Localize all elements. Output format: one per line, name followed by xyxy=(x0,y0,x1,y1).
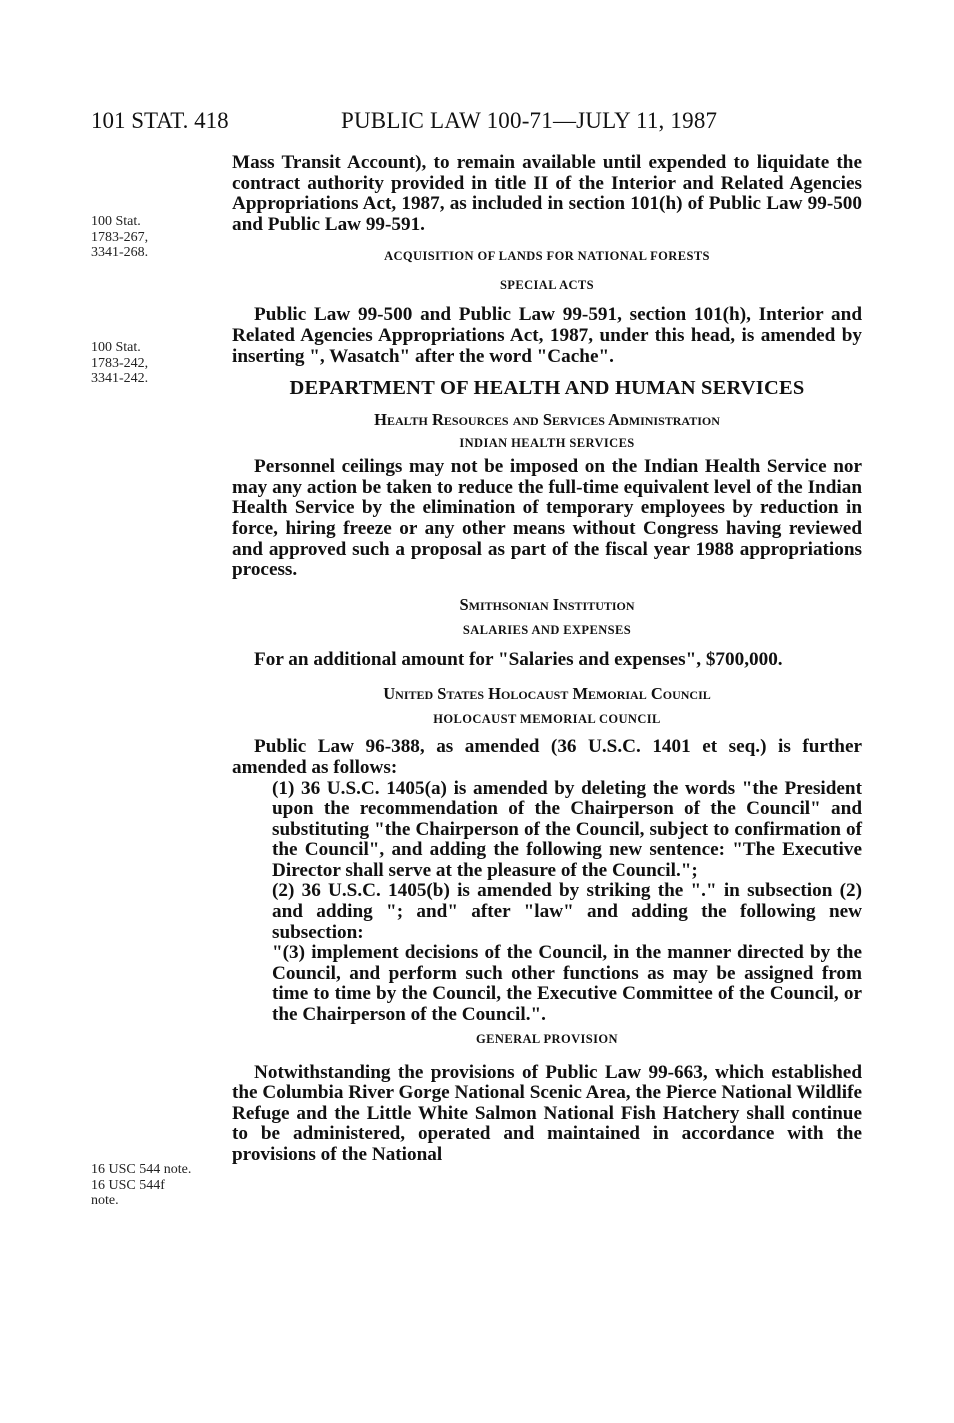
amendment-item-3: "(3) implement decisions of the Council, in the manner directed by the Council, and perform such other functions as may be assigned from time to time by the Council, the Executive Committee of the Council, or the Chairperson of the Council.". xyxy=(272,942,862,1026)
department-heading: DEPARTMENT OF HEALTH AND HUMAN SERVICES xyxy=(289,377,805,400)
ushmc-heading: United States Holocaust Memorial Council xyxy=(383,684,711,704)
page-body xyxy=(232,153,862,1166)
margin-note-line: note. xyxy=(91,1193,119,1208)
hmc-paragraph: Public Law 96-388, as amended (36 U.S.C. 1401 et seq.) is further amended as follows: xyxy=(232,736,862,778)
ihs-heading: INDIAN HEALTH SERVICES xyxy=(459,436,635,451)
margin-note-3 xyxy=(91,1162,191,1209)
page-header xyxy=(91,108,881,142)
hrsa-heading: Health Resources and Services Administration xyxy=(374,410,720,430)
page-number: 101 STAT. 418 xyxy=(91,108,229,133)
margin-note-line: 100 Stat. xyxy=(91,340,141,355)
margin-note-1 xyxy=(91,214,148,261)
margin-note-2 xyxy=(91,340,148,387)
hmc-heading: HOLOCAUST MEMORIAL COUNCIL xyxy=(433,712,661,727)
running-title: PUBLIC LAW 100-71—JULY 11, 1987 xyxy=(341,108,718,133)
special-acts-heading: SPECIAL ACTS xyxy=(499,278,595,293)
margin-note-line: 1783-242, xyxy=(91,355,149,371)
amendment-item-1: (1) 36 U.S.C. 1405(a) is amended by deleting the words "the President upon the recommendation of the Chairperson of the Council" and substituting "the Chairperson of the Council, subject to confirmation of the Council", and adding the following new sentence: "The Executive Director shall serve at the pleasure of the Council."; xyxy=(272,777,862,881)
general-provision-paragraph: Notwithstanding the provisions of Public Law 99-663, which established the Columbia River Gorge National Scenic Area, the Pierce National Wildlife Refuge and the Little White Salmon National Fish Hatchery shall continue to be administered, operated and maintained in accordance with the provisions of the National xyxy=(232,1061,862,1165)
amendment-item-2: (2) 36 U.S.C. 1405(b) is amended by striking the "." in subsection (2) and adding "; and" after "law" and adding the following new subsection: xyxy=(272,880,862,943)
salaries-heading: SALARIES AND EXPENSES xyxy=(462,622,632,637)
margin-note-line: 16 USC 544f xyxy=(91,1177,165,1193)
ihs-paragraph: Personnel ceilings may not be imposed on the Indian Health Service nor may any action be taken to reduce the full-time equivalent level of the Indian Health Service by the elimination of temporary employees by reduction in force, hiring freeze or any other means without Congress having reviewed and approved such a proposal as part of the fiscal year 1988 appropriations process. xyxy=(232,456,862,581)
smithsonian-heading: Smithsonian Institution xyxy=(459,594,635,614)
margin-note-line: 1783-267, xyxy=(91,229,149,245)
margin-note-line: 3341-268. xyxy=(91,245,149,260)
special-acts-paragraph: Public Law 99-500 and Public Law 99-591, section 101(h), Interior and Related Agencies Appropriations Act, 1987, under this head, is amended by inserting ", Wasatch" after the word "Cache". xyxy=(232,304,862,367)
margin-note-line: 100 Stat. xyxy=(91,214,141,229)
margin-note-line: 3341-242. xyxy=(91,371,149,386)
salaries-paragraph: For an additional amount for "Salaries and expenses", $700,000. xyxy=(254,648,783,670)
general-provision-heading: GENERAL PROVISION xyxy=(476,1031,618,1046)
acquisition-heading: ACQUISITION OF LANDS FOR NATIONAL FORESTS xyxy=(384,249,710,264)
margin-note-line: 16 USC 544 note. xyxy=(91,1162,192,1177)
intro-paragraph: Mass Transit Account), to remain available until expended to liquidate the contract authority provided in title II of the Interior and Related Agencies Appropriations Act, 1987, as included in section 101(h) of Public Law 99-500 and Public Law 99-591. xyxy=(232,152,862,235)
